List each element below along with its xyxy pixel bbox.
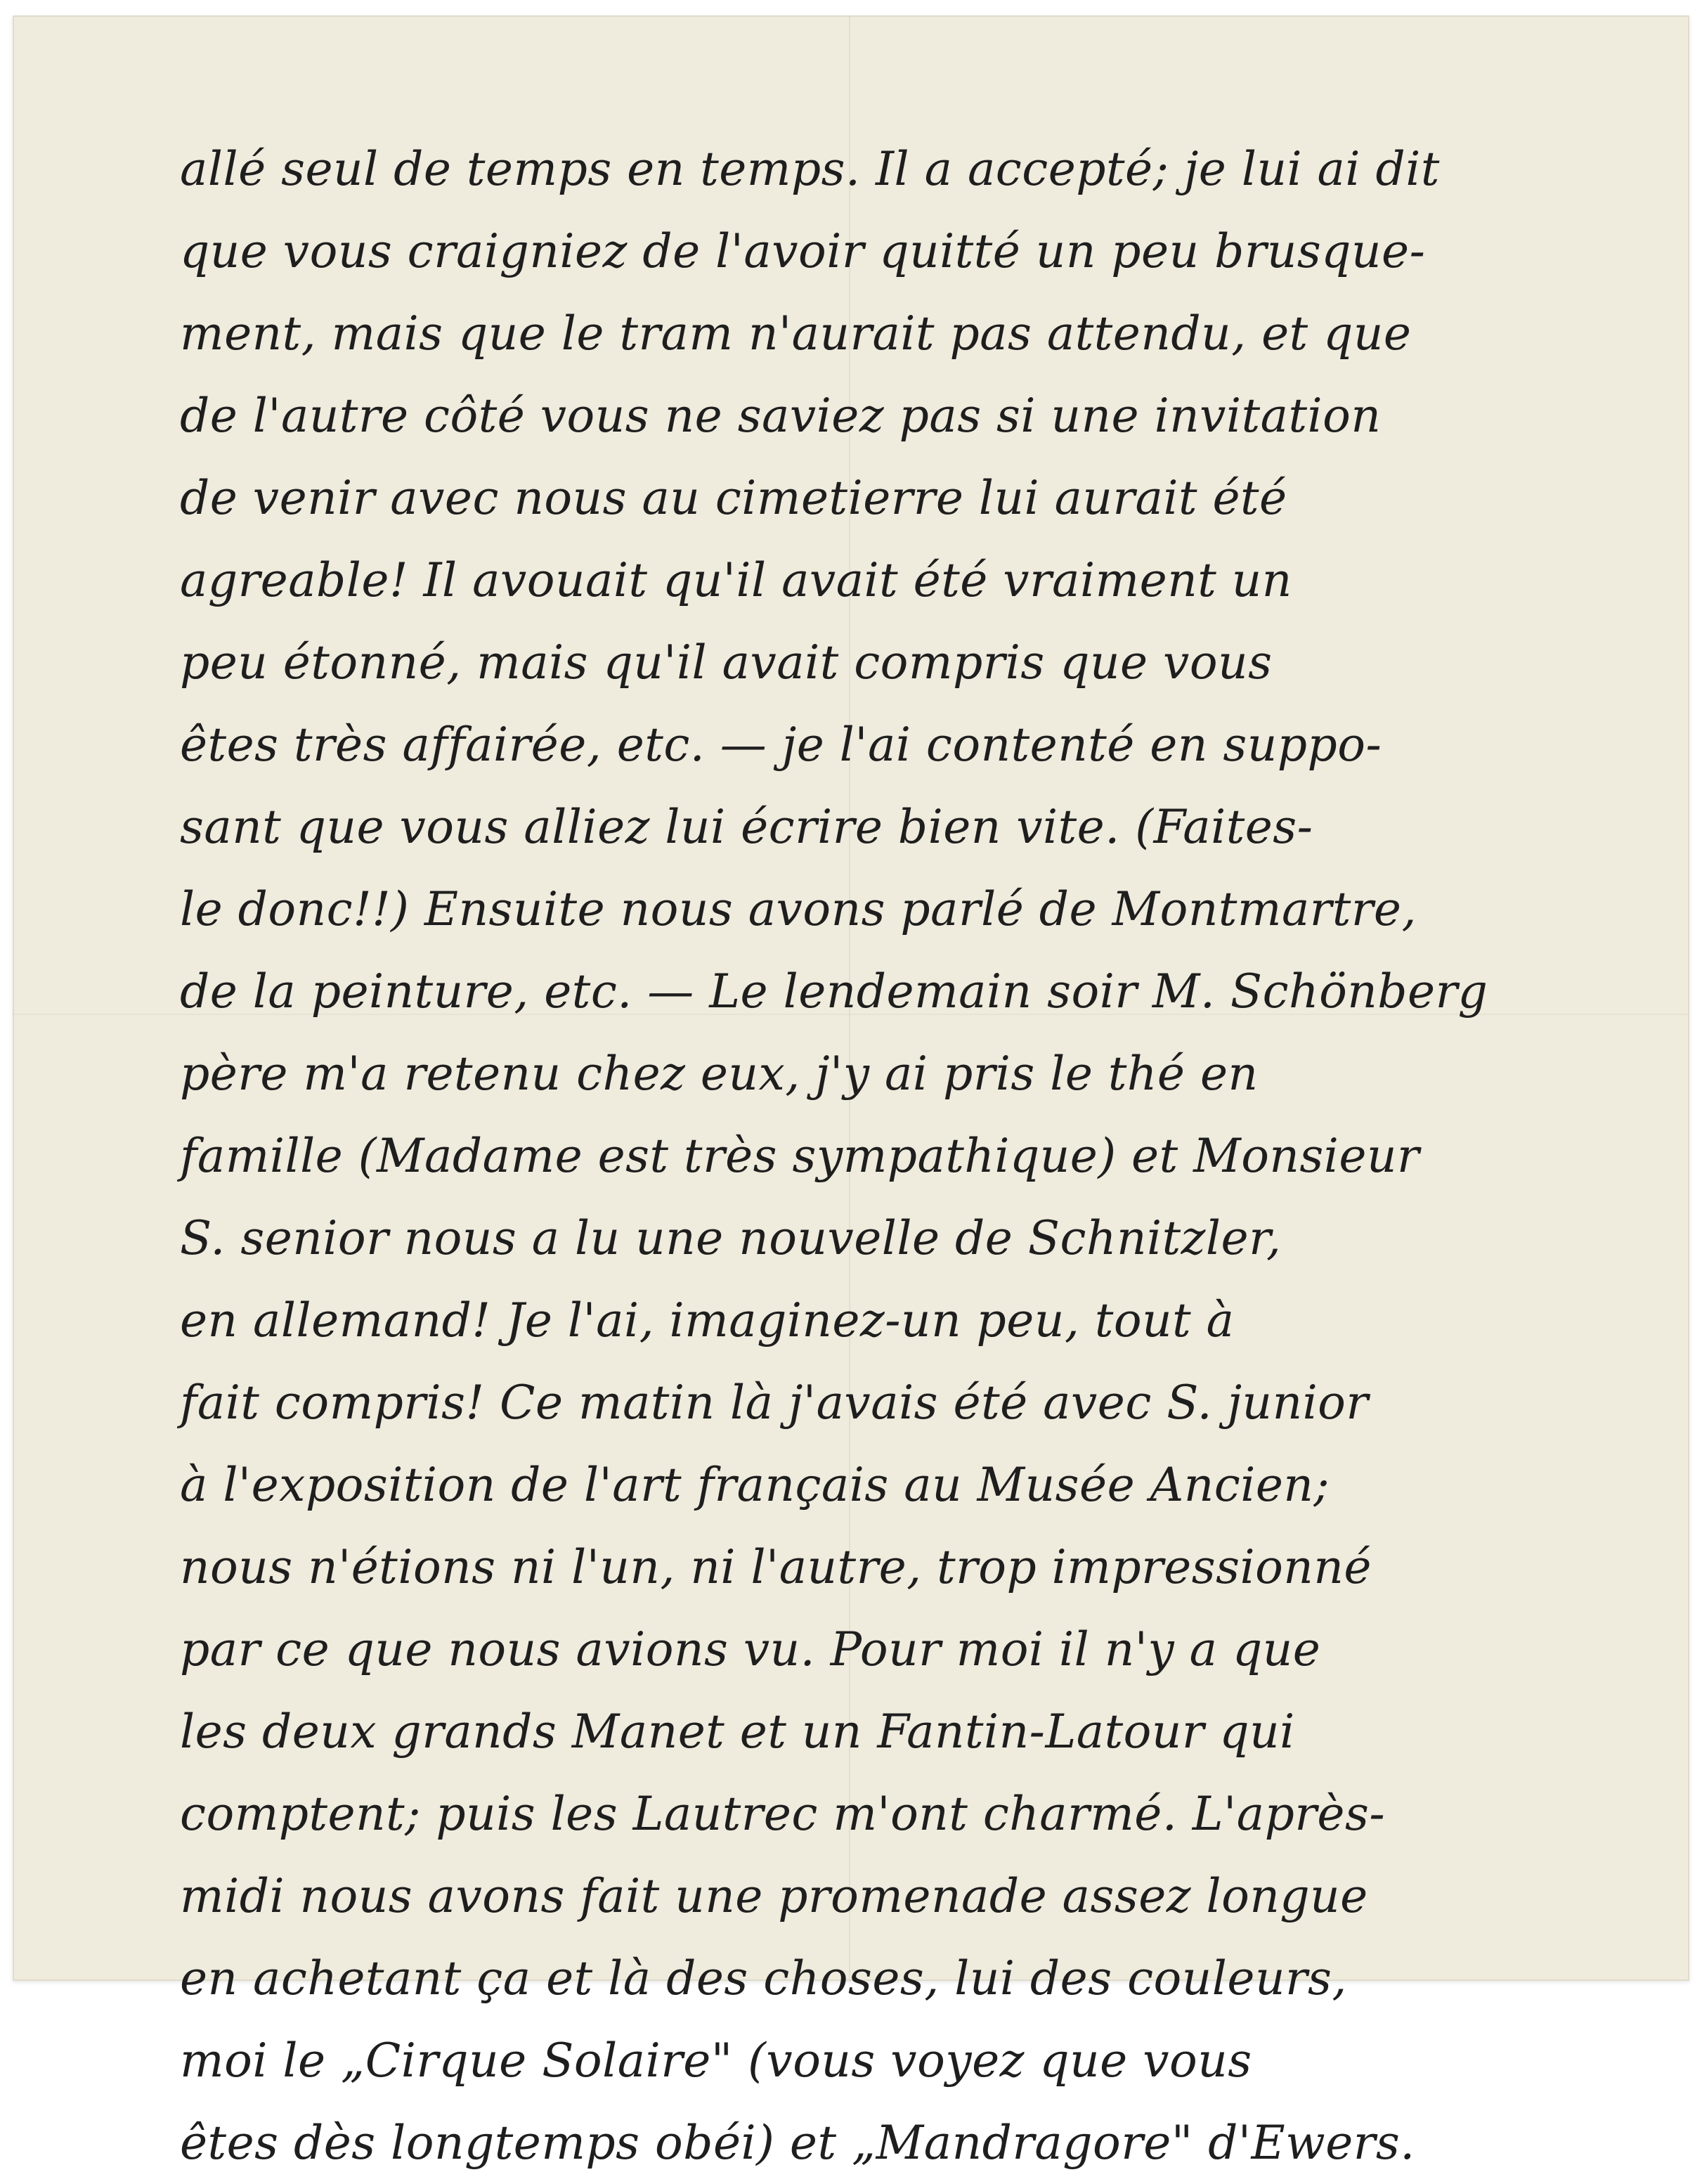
letter-line: allé seul de temps en temps. Il a accepté; je lui ai dit [180,142,1440,196]
letter-line: par ce que nous avions vu. Pour moi il n'y a que [180,1622,1321,1676]
letter-line: peu étonné, mais qu'il avait compris que vous [180,635,1273,690]
letter-line: êtes dès longtemps obéi) et „Mandragore" d'Ewers. [180,2116,1415,2170]
letter-line: moi le „Cirque Solaire" (vous voyez que vous [180,2034,1252,2088]
letter-line: nous n'étions ni l'un, ni l'autre, trop impressionné [180,1540,1372,1594]
letter-line: comptent; puis les Lautrec m'ont charmé. L'après- [180,1787,1386,1841]
letter-line: de l'autre côté vous ne saviez pas si une invitation [180,389,1382,443]
letter-line: en achetant ça et là des choses, lui des couleurs, [180,1951,1347,2005]
letter-line: à l'exposition de l'art français au Musée Ancien; [180,1458,1330,1512]
letter-line: de venir avec nous au cimetierre lui aurait été [180,471,1287,525]
handwritten-letter-body [180,128,1663,2184]
letter-line: famille (Madame est très sympathique) et Monsieur [180,1129,1420,1183]
letter-line: les deux grands Manet et un Fantin-Latour qui [180,1705,1295,1759]
letter-line: ment, mais que le tram n'aurait pas attendu, et que [180,306,1412,361]
letter-line: en allemand! Je l'ai, imaginez-un peu, tout à [180,1293,1235,1348]
letter-line: agreable! Il avouait qu'il avait été vraiment un [180,553,1292,607]
letter-line: le donc!!) Ensuite nous avons parlé de Montmartre, [180,882,1417,936]
letter-line: S. senior nous a lu une nouvelle de Schnitzler, [180,1211,1282,1265]
letter-line: sant que vous alliez lui écrire bien vite. (Faites- [180,800,1313,854]
letter-line: de la peinture, etc. — Le lendemain soir M. Schönberg [180,964,1488,1019]
letter-line: père m'a retenu chez eux, j'y ai pris le thé en [180,1047,1259,1101]
letter-line: midi nous avons fait une promenade assez longue [180,1869,1368,1923]
letter-line: que vous craigniez de l'avoir quitté un peu brusque- [180,224,1426,278]
letter-line: êtes très affairée, etc. — je l'ai contenté en suppo- [180,718,1382,772]
letter-line: fait compris! Ce matin là j'avais été avec S. junior [180,1376,1369,1430]
letter-sheet [13,15,1689,2170]
